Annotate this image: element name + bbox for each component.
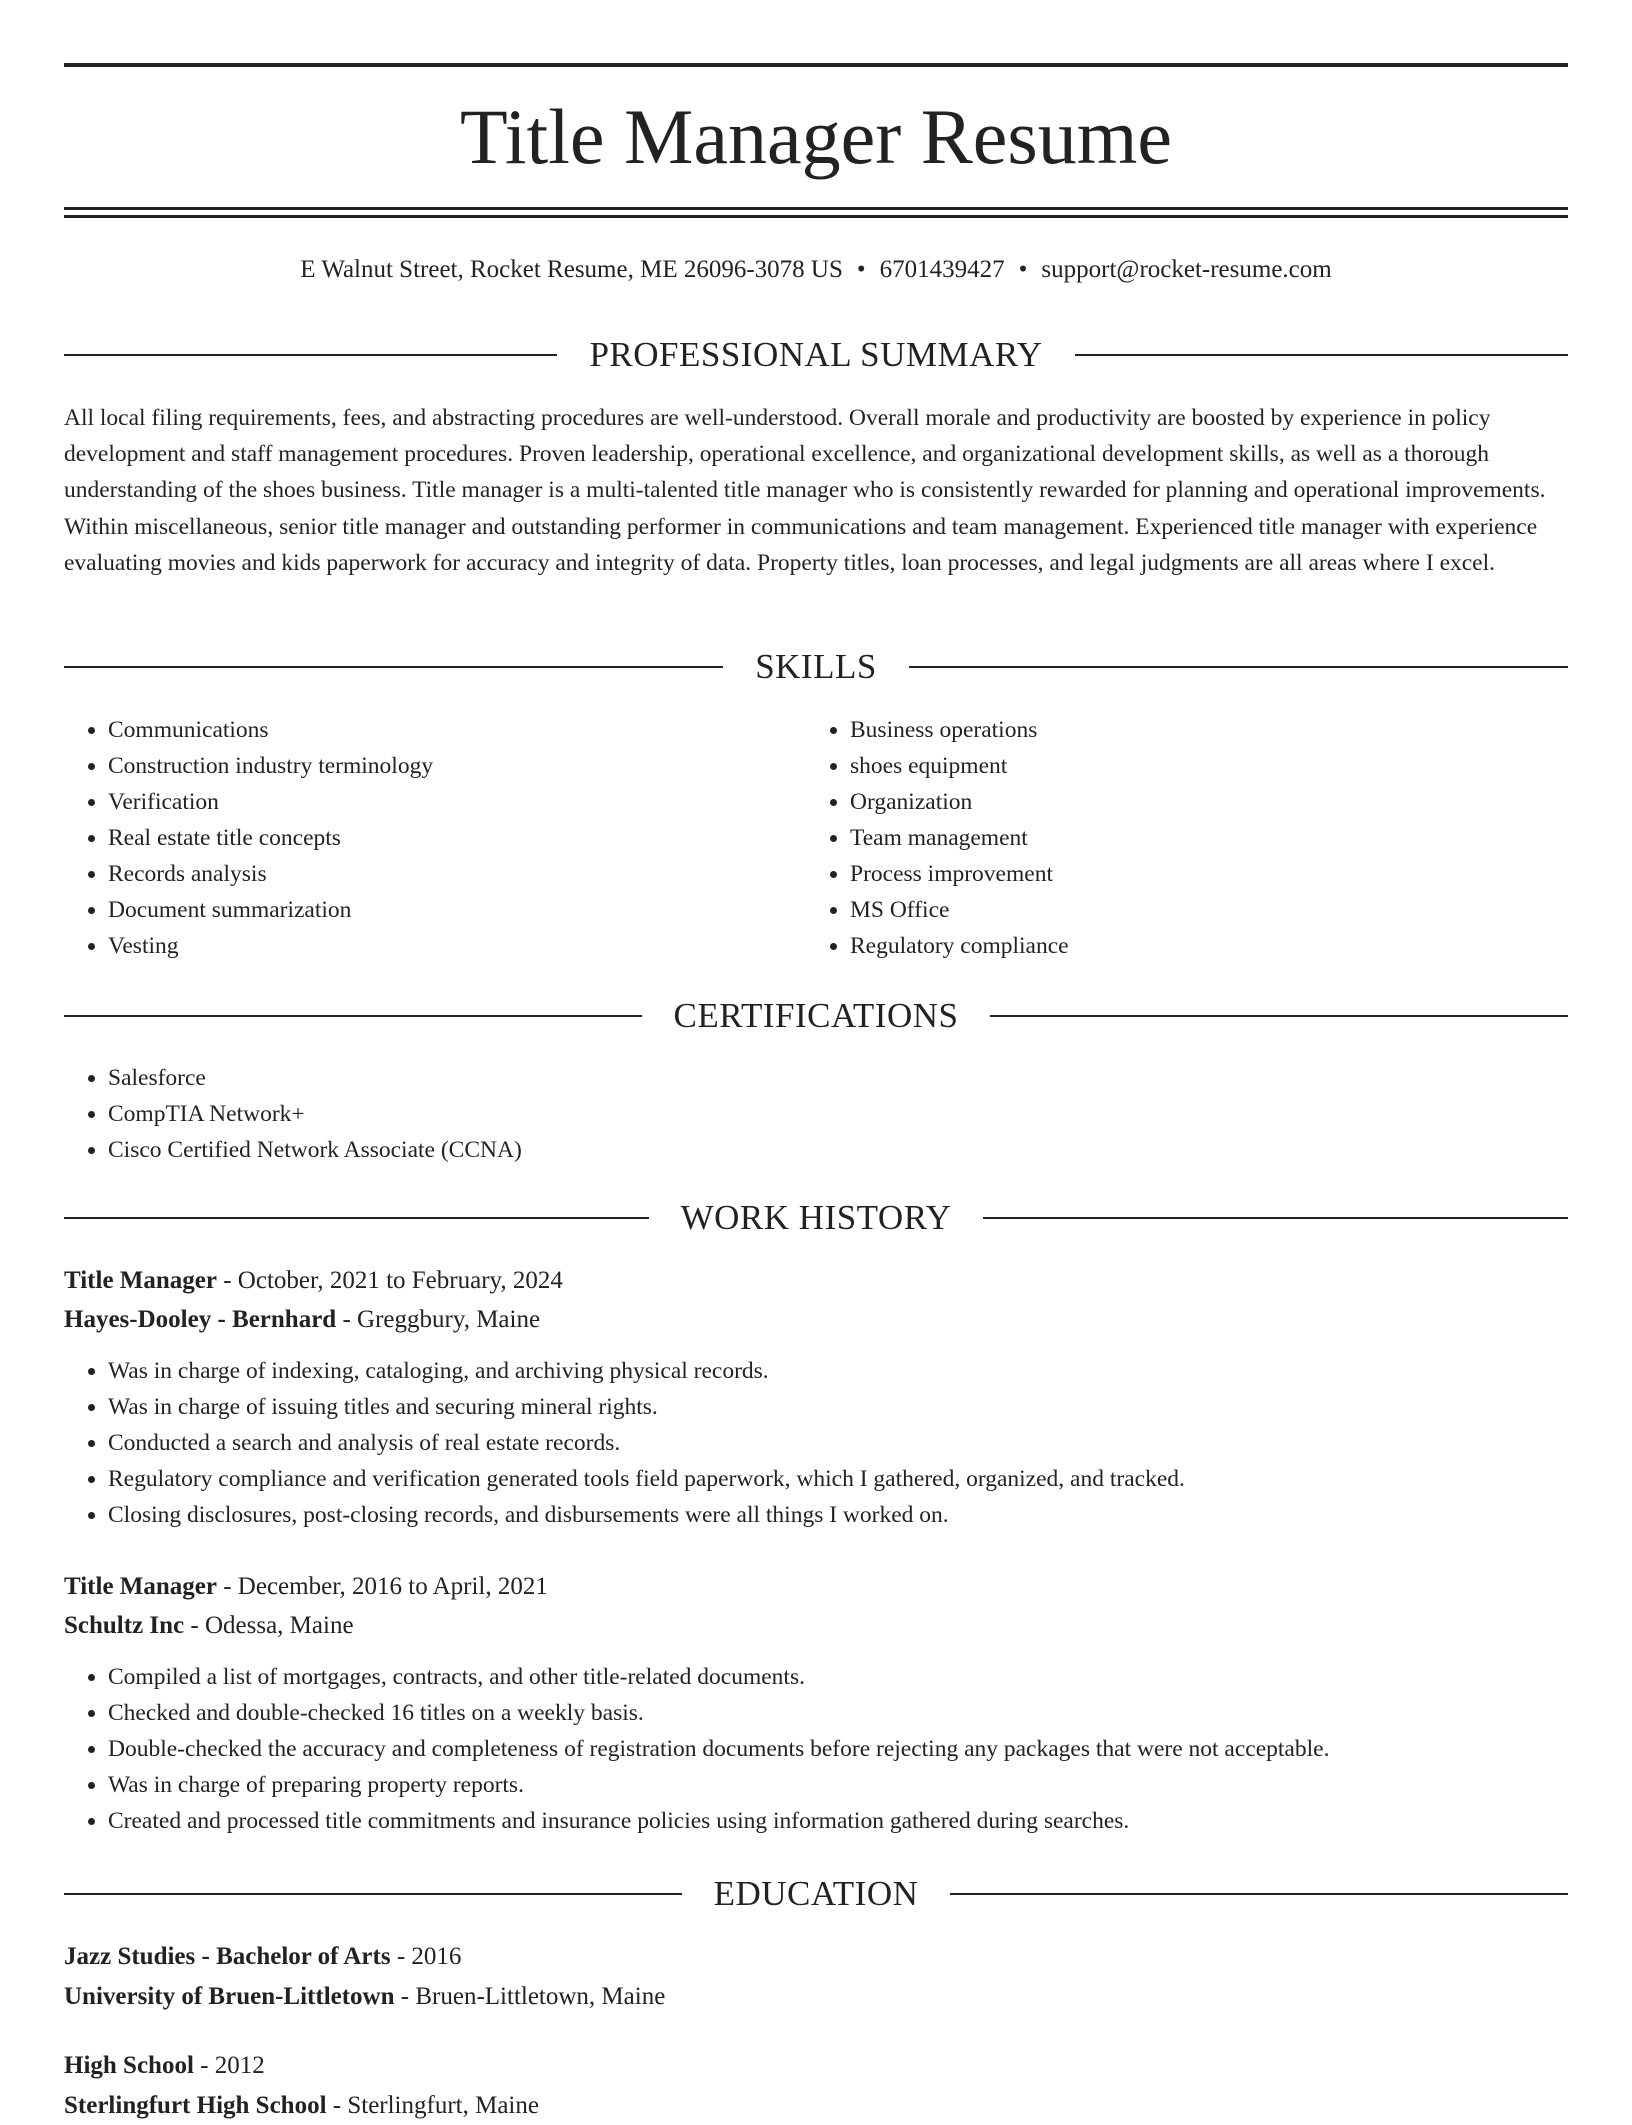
job-title-line [64,1568,1568,1606]
heading-rule [64,1015,642,1017]
job-bullet: • Was in charge of preparing property reports. [108,1767,1568,1803]
section-heading-summary [64,333,1568,377]
job-title: Title Manager [64,1267,217,1294]
skill-item: • Process improvement [850,856,1546,892]
education-degree-line [64,2047,1568,2085]
job-bullet: • Created and processed title commitments and insurance policies using information gathered during searches. [108,1803,1568,1839]
job-title: Title Manager [64,1573,217,1600]
education-degree: High School [64,2052,194,2079]
skill-item: • Team management [850,820,1546,856]
education-entry [64,1938,1568,2016]
top-rule [64,63,1568,67]
section-heading-education [64,1872,1568,1916]
job-bullet: • Conducted a search and analysis of real estate records. [108,1425,1568,1461]
job-location: - Greggbury, Maine [336,1306,541,1333]
contact-separator: • [1018,256,1028,283]
education-school-line [64,1978,1568,2016]
contact-separator: • [856,256,866,283]
heading-rule [64,1217,649,1219]
heading-rule [950,1893,1568,1895]
education-school: Sterlingfurt High School [64,2092,327,2119]
education-degree-line [64,1938,1568,1976]
skill-item: • Document summarization [108,892,804,928]
job-bullet: • Double-checked the accuracy and completeness of registration documents before rejecting any packages that were not acceptable. [108,1731,1568,1767]
job-dates: - October, 2021 to February, 2024 [216,1267,563,1294]
education-school: University of Bruen-Littletown [64,1983,395,2010]
skill-item: • Business operations [850,712,1546,748]
job-entry [64,1262,1568,1533]
education-location: - Bruen-Littletown, Maine [394,1983,666,2010]
heading-rule [64,354,557,356]
resume-title: Title Manager Resume [459,93,1173,180]
certifications-list [64,1060,1568,1168]
skill-item: • Real estate title concepts [108,820,804,856]
contact-email: support@rocket-resume.com [1041,256,1332,283]
job-location: - Odessa, Maine [184,1612,354,1639]
skills-column-left [64,712,804,964]
contact-phone: 6701439427 [879,256,1005,283]
job-bullet: • Closing disclosures, post-closing records, and disbursements were all things I worked on. [108,1497,1568,1533]
heading-rule [64,1893,682,1895]
section-title: WORK HISTORY [680,1198,952,1237]
job-bullet: • Checked and double-checked 16 titles on a weekly basis. [108,1695,1568,1731]
job-company: Hayes-Dooley - Bernhard [64,1306,337,1333]
education-location: - Sterlingfurt, Maine [326,2092,539,2119]
heading-rule [983,1217,1568,1219]
certification-item: • Cisco Certified Network Associate (CCNA) [108,1132,1568,1168]
skill-item: • MS Office [850,892,1546,928]
title-rule-upper [64,207,1568,210]
heading-rule [1075,354,1568,356]
skill-item: • Vesting [108,928,804,964]
section-title: PROFESSIONAL SUMMARY [589,335,1043,374]
heading-rule [64,666,723,668]
section-heading-skills [64,645,1568,689]
education-year: - 2016 [390,1943,462,1970]
skill-item: • Construction industry terminology [108,748,804,784]
job-entry [64,1568,1568,1839]
heading-rule [909,666,1568,668]
section-title: SKILLS [755,647,877,686]
job-company: Schultz Inc [64,1612,185,1639]
job-bullet: • Compiled a list of mortgages, contracts, and other title-related documents. [108,1659,1568,1695]
section-heading-work-history [64,1196,1568,1240]
job-title-line [64,1262,1568,1300]
job-bullet: • Was in charge of indexing, cataloging, and archiving physical records. [108,1353,1568,1389]
skill-item: • Records analysis [108,856,804,892]
contact-address: E Walnut Street, Rocket Resume, ME 26096-3078 US [300,256,843,283]
section-title: CERTIFICATIONS [673,996,959,1035]
certification-item: • CompTIA Network+ [108,1096,1568,1132]
skill-item: • Organization [850,784,1546,820]
job-bullet: • Regulatory compliance and verification generated tools field paperwork, which I gathered, organized, and tracked. [108,1461,1568,1497]
heading-rule [990,1015,1568,1017]
summary-paragraph: All local filing requirements, fees, and abstracting procedures are well-understood. Overall morale and productivity are boosted by experience in policy development and staff management procedures. Proven leadership, operational excellence, and organizational development skills, as well as a thorough understanding of the shoes business. Title manager is a multi-talented title manager who is consistently rewarded for planning and operational improvements. Within miscellaneous, senior title manager and outstanding performer in communications and team management. Experienced title manager with experience evaluating movies and kids paperwork for accuracy and integrity of data. Property titles, loan processes, and legal judgments are all areas where I excel. [64,405,1546,576]
job-bullet: • Was in charge of issuing titles and securing mineral rights. [108,1389,1568,1425]
title-rule-lower [64,215,1568,218]
contact-line [64,252,1568,288]
section-heading-certifications [64,994,1568,1038]
education-degree: Jazz Studies - Bachelor of Arts [64,1943,391,1970]
education-entry [64,2047,1568,2125]
skill-item: • shoes equipment [850,748,1546,784]
skill-item: • Regulatory compliance [850,928,1546,964]
job-company-line [64,1607,1568,1645]
education-school-line [64,2087,1568,2125]
job-company-line [64,1301,1568,1339]
certification-item: • Salesforce [108,1060,1568,1096]
skill-item: • Communications [108,712,804,748]
section-title: EDUCATION [713,1874,919,1913]
education-year: - 2012 [193,2052,265,2079]
skills-column-right [806,712,1546,964]
job-dates: - December, 2016 to April, 2021 [216,1573,548,1600]
skill-item: • Verification [108,784,804,820]
